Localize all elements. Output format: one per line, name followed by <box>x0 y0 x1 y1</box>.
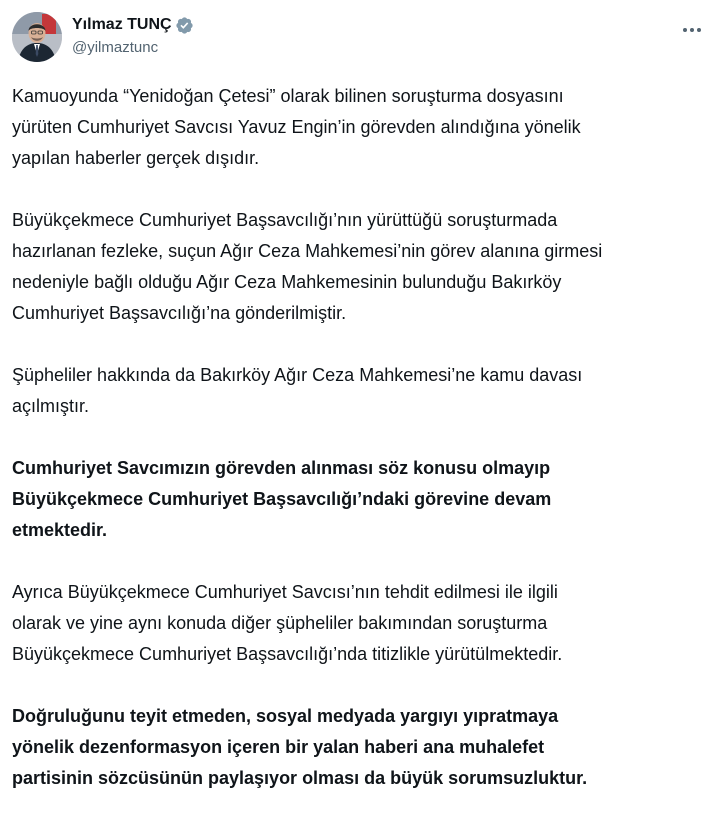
person-portrait-icon <box>12 12 62 62</box>
tweet-paragraph: Şüpheliler hakkında da Bakırköy Ağır Ceza Mahkemesi’ne kamu davası açılmıştır. <box>12 365 583 416</box>
tweet-header <box>12 12 706 68</box>
tweet-paragraph: Büyükçekmece Cumhuriyet Başsavcılığı’nın yürüttüğü soruşturmada hazırlanan fezleke, suçun Ağır Ceza Mahkemesi’nin görev alanına girmesi nedeniyle bağlı olduğu Ağır Ceza Mahkemesinin bulunduğu Bakırköy Cumhuriyet Başsavcılığı’na gönderilmiştir. <box>12 210 603 323</box>
display-name[interactable]: Yılmaz TUNÇ <box>72 16 172 33</box>
verified-badge-icon[interactable] <box>175 16 194 35</box>
tweet-paragraph: Kamuoyunda “Yenidoğan Çetesi” olarak bilinen soruşturma dosyasını yürüten Cumhuriyet Savcısı Yavuz Engin’in görevden alındığına yönelik yapılan haberler gerçek dışıdır. <box>12 86 581 168</box>
author-names <box>72 14 194 56</box>
tweet-paragraph-bold: Doğruluğunu teyit etmeden, sosyal medyada yargıyı yıpratmaya yönelik dezenformasyon içeren bir yalan haberi ana muhalefet partisinin sözcüsünün paylaşıyor olması da büyük sorumsuzluktur. <box>12 706 588 788</box>
tweet-text <box>12 81 712 825</box>
ellipsis-icon[interactable] <box>680 18 704 42</box>
author-handle[interactable]: @yilmaztunc <box>72 39 159 56</box>
tweet-paragraph: Ayrıca Büyükçekmece Cumhuriyet Savcısı’nın tehdit edilmesi ile ilgili olarak ve yine aynı konuda diğer şüpheliler bakımından soruşturma Büyükçekmece Cumhuriyet Başsavcılığı’nda titizlikle yürütülmektedir. <box>12 582 563 664</box>
tweet-paragraph-bold: Cumhuriyet Savcımızın görevden alınması söz konusu olmayıp Büyükçekmece Cumhuriyet Başsavcılığı’ndaki görevine devam etmektedir. <box>12 458 552 540</box>
display-name-row <box>72 14 194 36</box>
avatar[interactable] <box>12 12 62 62</box>
